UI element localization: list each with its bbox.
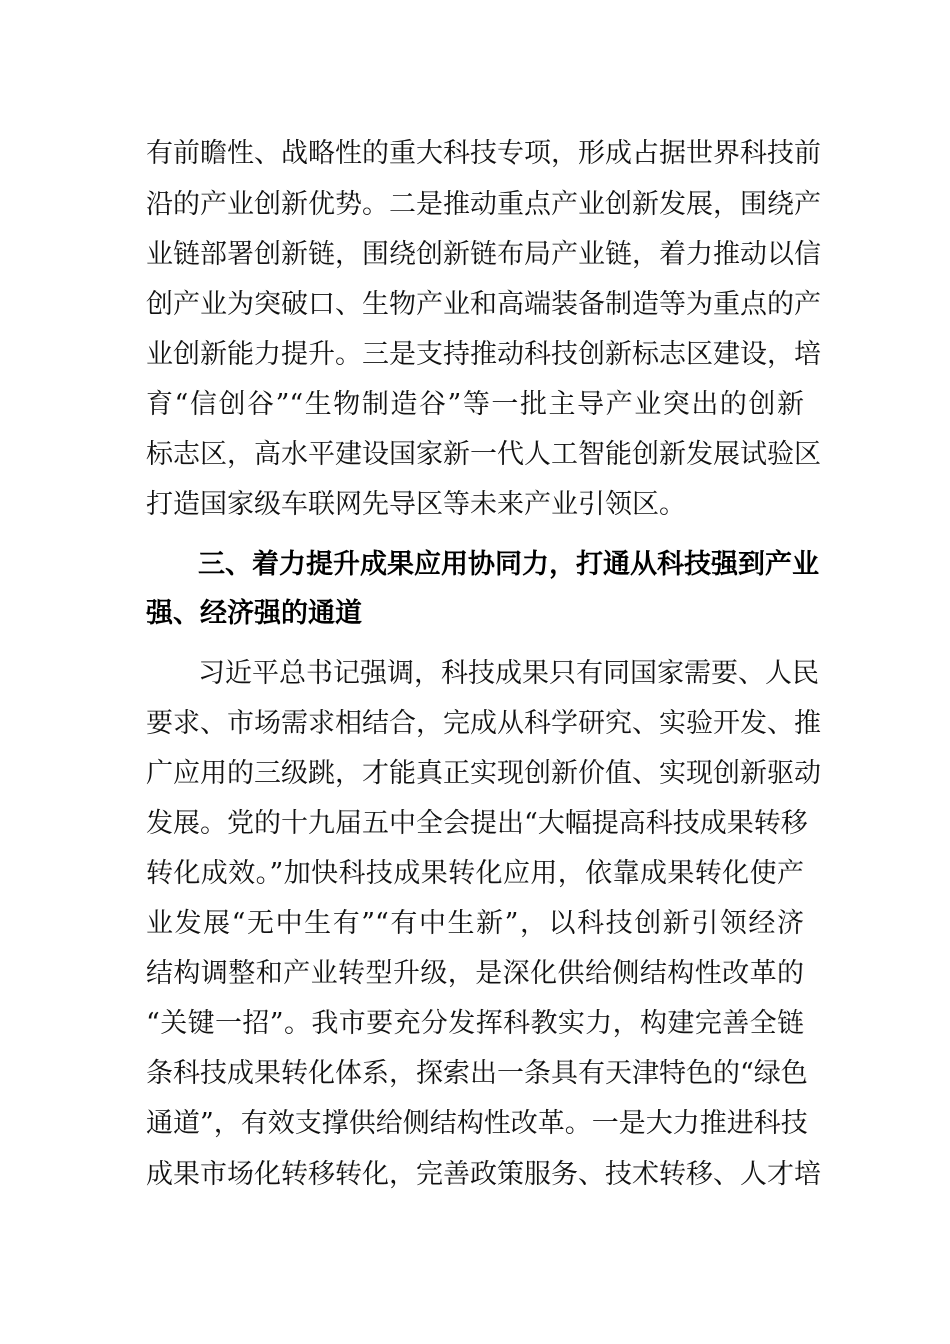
paragraph-line: 业发展“无中生有”“有中生新”，以科技创新引领经济 [146,908,804,939]
paragraph-line: 有前瞻性、战略性的重大科技专项，形成占据世界科技前 [146,138,821,169]
section-heading: 三、着力提升成果应用协同力，打通从科技强到产业 [198,549,819,580]
paragraph-line: 打造国家级车联网先导区等未来产业引领区。 [146,489,686,520]
section-heading: 强、经济强的通道 [146,598,362,629]
paragraph-line: 育“信创谷”“生物制造谷”等一批主导产业突出的创新 [146,389,804,420]
paragraph-line: 创产业为突破口、生物产业和高端装备制造等为重点的产 [146,289,821,320]
paragraph-line: 发展。党的十九届五中全会提出“大幅提高科技成果转移 [146,808,808,839]
paragraph-line: 转化成效。”加快科技成果转化应用，依靠成果转化使产 [146,858,804,889]
paragraph-line: 沿的产业创新优势。二是推动重点产业创新发展，围绕产 [146,189,821,220]
paragraph-line: 业创新能力提升。三是支持推动科技创新标志区建设，培 [146,339,821,370]
paragraph-line: 业链部署创新链，围绕创新链布局产业链，着力推动以信 [146,239,821,270]
paragraph-line: 要求、市场需求相结合，完成从科学研究、实验开发、推 [146,708,821,739]
paragraph-line: 结构调整和产业转型升级，是深化供给侧结构性改革的 [146,958,804,989]
paragraph-line: 习近平总书记强调，科技成果只有同国家需要、人民 [198,658,819,689]
paragraph-line: 通道”，有效支撑供给侧结构性改革。一是大力推进科技 [146,1108,808,1139]
paragraph-line: 标志区，高水平建设国家新一代人工智能创新发展试验区 [146,439,821,470]
paragraph-line: “关键一招”。我市要充分发挥科教实力，构建完善全链 [146,1008,804,1039]
paragraph-line: 条科技成果转化体系，探索出一条具有天津特色的“绿色 [146,1058,808,1089]
paragraph-line: 广应用的三级跳，才能真正实现创新价值、实现创新驱动 [146,758,821,789]
paragraph-line: 成果市场化转移转化，完善政策服务、技术转移、人才培 [146,1159,821,1190]
